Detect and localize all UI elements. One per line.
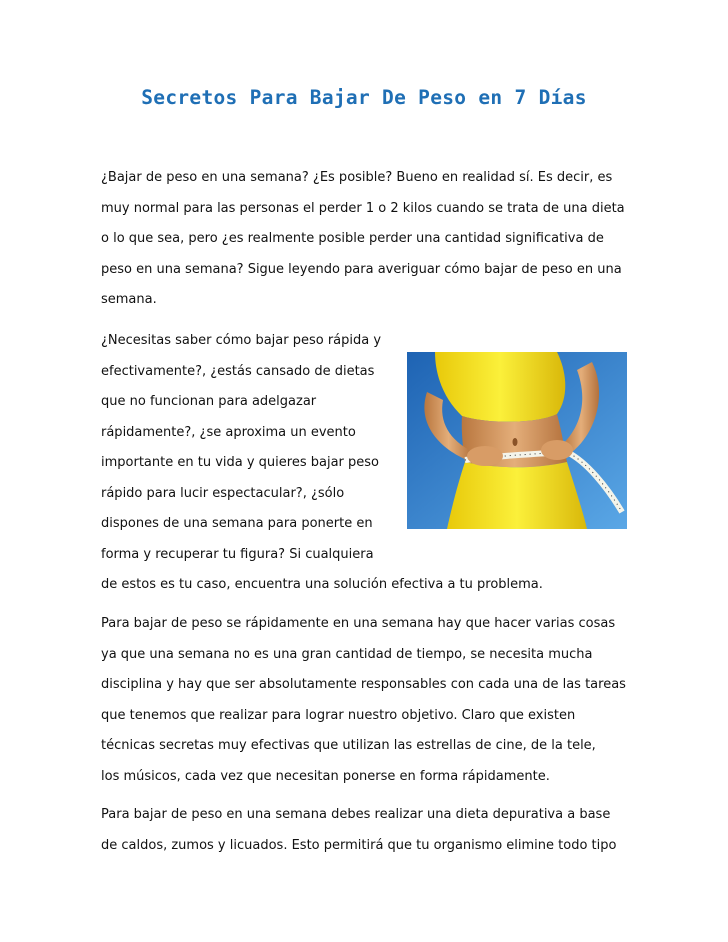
- paragraph-4: [101, 800, 616, 861]
- paragraph-1: [101, 163, 625, 316]
- text-line: técnicas secretas muy efectivas que utilizan las estrellas de cine, de la tele,: [101, 738, 596, 753]
- text-line: Para bajar de peso se rápidamente en una semana hay que hacer varias cosas: [101, 616, 616, 631]
- text-line: rápido para lucir espectacular?, ¿sólo: [101, 485, 345, 501]
- text-line: ya que una semana no es una gran cantidad de tiempo, se necesita mucha: [101, 646, 593, 662]
- text-line: dispones de una semana para ponerte en: [101, 516, 373, 531]
- text-line: peso en una semana? Sigue leyendo para averiguar cómo bajar de peso en una: [101, 261, 622, 277]
- text-line: rápidamente?, ¿se aproxima un evento: [101, 424, 356, 440]
- text-line: o lo que sea, pero ¿es realmente posible perder una cantidad significativa de: [101, 231, 604, 246]
- text-line: disciplina y hay que ser absolutamente responsables con cada una de las tareas: [101, 677, 626, 692]
- photo-illustration: [407, 352, 627, 529]
- text-line: Para bajar de peso en una semana debes realizar una dieta depurativa a base: [101, 807, 611, 822]
- page-title: Secretos Para Bajar De Peso en 7 Días: [141, 86, 587, 109]
- text-line: los músicos, cada vez que necesitan ponerse en forma rápidamente.: [101, 768, 550, 784]
- text-line: de caldos, zumos y licuados. Esto permitirá que tu organismo elimine todo tipo: [101, 837, 617, 853]
- text-line: importante en tu vida y quieres bajar peso: [101, 455, 379, 470]
- text-line: ¿Bajar de peso en una semana? ¿Es posible? Bueno en realidad sí. Es decir, es: [101, 170, 613, 185]
- text-line: que tenemos que realizar para lograr nuestro objetivo. Claro que existen: [101, 707, 576, 723]
- text-line: muy normal para las personas el perder 1 o 2 kilos cuando se trata de una dieta: [101, 200, 625, 216]
- text-line: efectivamente?, ¿estás cansado de dietas: [101, 363, 375, 379]
- text-line: forma y recuperar tu figura? Si cualquiera: [101, 546, 374, 562]
- text-line: de estos es tu caso, encuentra una solución efectiva a tu problema.: [101, 577, 543, 592]
- text-line: que no funcionan para adelgazar: [101, 394, 317, 409]
- paragraph-3: [101, 609, 626, 792]
- text-line: semana.: [101, 292, 157, 307]
- waist-measuring-photo: [407, 352, 627, 529]
- text-line: ¿Necesitas saber cómo bajar peso rápida y: [101, 333, 382, 348]
